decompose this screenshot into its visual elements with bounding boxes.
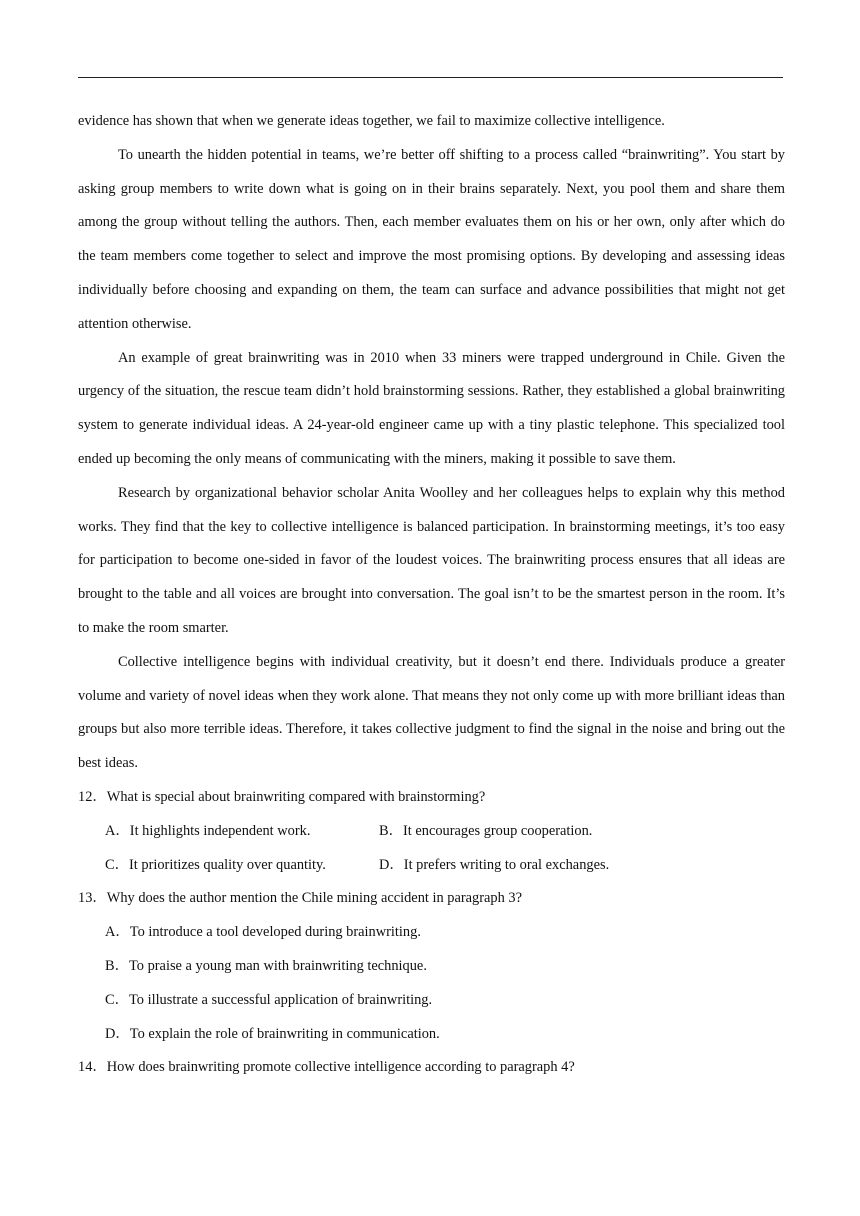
- paragraph-continued: evidence has shown that when we generate ideas together, we fail to maximize collective intelligence.: [78, 113, 665, 129]
- paragraph-chile-example: An example of great brainwriting was in 2010 when 33 miners were trapped underground in Chile. Given the urgency of the situation, the rescue team didn’t hold brainstorming sessions. Rather, they established a global brainwriting system to generate individual ideas. A 24-year-old engineer came up with a tiny plastic telephone. This specialized tool ended up becoming the only means of communicating with the miners, making it possible to save them.: [78, 349, 785, 467]
- paragraph-research: Research by organizational behavior scholar Anita Woolley and her colleagues helps to explain why this method works. They find that the key to collective intelligence is balanced participation. In brainstorming meetings, it’s too easy for participation to become one-sided in favor of the loudest voices. The brainwriting process ensures that all ideas are brought to the table and all voices are brought into conversation. The goal isn’t to be the smartest person in the room. It’s to make the room smarter.: [78, 484, 785, 636]
- question-stem: 12．What is special about brainwriting compared with brainstorming?: [78, 788, 486, 805]
- question-stem: 13．Why does the author mention the Chile mining accident in paragraph 3?: [78, 890, 522, 907]
- option-row: [78, 815, 785, 849]
- option-b: B．It encourages group cooperation.: [379, 822, 593, 839]
- paragraph-brainwriting-process: To unearth the hidden potential in teams, we’re better off shifting to a process called “brainwriting”. You start by asking group members to write down what is going on in their brains separately. Next, you pool them and share them among the group without telling the authors. Then, each member evaluates them on his or her own, only after which do the team members come together to select and improve the most promising options. By developing and assessing ideas individually before choosing and expanding on them, the team can surface and advance possibilities that might not get attention otherwise.: [78, 146, 785, 332]
- option-c: C．It prioritizes quality over quantity.: [105, 856, 326, 873]
- question-13: [78, 882, 785, 1051]
- paragraph-conclusion: Collective intelligence begins with individual creativity, but it doesn’t end there. Individuals produce a greater volume and variety of novel ideas when they work alone. That means they not only come up with more brilliant ideas than groups but also more terrible ideas. Therefore, it takes collective judgment to find the signal in the noise and bring out the best ideas.: [78, 653, 785, 772]
- question-12: [78, 781, 785, 882]
- option-d: D．To explain the role of brainwriting in communication.: [105, 1025, 440, 1042]
- option-a: A．To introduce a tool developed during brainwriting.: [105, 924, 421, 941]
- document-body: [78, 105, 785, 1085]
- question-14: [78, 1051, 785, 1085]
- option-row: [78, 849, 785, 883]
- option-d: D．It prefers writing to oral exchanges.: [379, 856, 610, 873]
- option-b: B．To praise a young man with brainwriting technique.: [105, 957, 427, 974]
- header-rule: [78, 77, 783, 78]
- option-a: A．It highlights independent work.: [105, 822, 311, 839]
- option-c: C．To illustrate a successful application of brainwriting.: [105, 991, 433, 1008]
- question-stem: 14．How does brainwriting promote collective intelligence according to paragraph 4?: [78, 1059, 575, 1076]
